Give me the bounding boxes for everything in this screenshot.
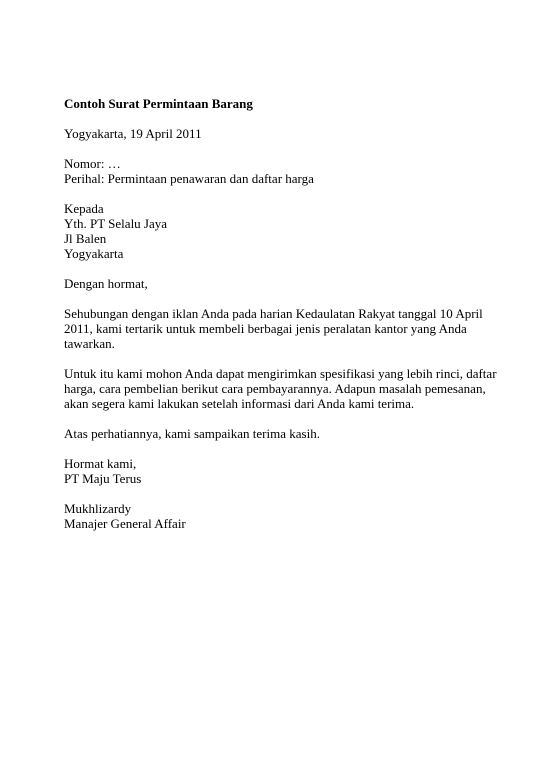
paragraph-line: 2011, kami tertarik untuk membeli berbagai jenis peralatan kantor yang Anda: [64, 321, 467, 336]
letter-page: [64, 96, 497, 546]
signatory-name: Mukhlizardy: [64, 501, 132, 516]
recipient-street: Jl Balen: [64, 231, 107, 246]
closing-salutation: Hormat kami,: [64, 456, 137, 471]
body-paragraph-1: [64, 306, 494, 351]
closing-note: Atas perhatiannya, kami sampaikan terima kasih.: [64, 426, 320, 441]
paragraph-line: Sehubungan dengan iklan Anda pada harian Kedaulatan Rakyat tanggal 10 April: [64, 306, 483, 321]
recipient-name: Yth. PT Selalu Jaya: [64, 216, 168, 231]
letter-subject: Perihal: Permintaan penawaran dan daftar harga: [64, 171, 314, 186]
sender-company: PT Maju Terus: [64, 471, 142, 486]
signatory-position: Manajer General Affair: [64, 516, 186, 531]
recipient-block: [64, 201, 494, 261]
place-date: Yogyakarta, 19 April 2011: [64, 126, 202, 141]
greeting: Dengan hormat,: [64, 276, 148, 291]
closing-block: [64, 456, 494, 486]
body-paragraph-2: [64, 366, 497, 411]
paragraph-line: Untuk itu kami mohon Anda dapat mengirimkan spesifikasi yang lebih rinci, daftar: [64, 366, 497, 381]
signature-block: [64, 501, 494, 531]
recipient-city: Yogyakarta: [64, 246, 124, 261]
reference-block: [64, 156, 494, 186]
paragraph-line: harga, cara pembelian berikut cara pembayarannya. Adapun masalah pemesanan,: [64, 381, 486, 396]
paragraph-line: tawarkan.: [64, 336, 115, 351]
paragraph-line: akan segera kami lakukan setelah informasi dari Anda kami terima.: [64, 396, 415, 411]
recipient-to: Kepada: [64, 201, 104, 216]
document-title: Contoh Surat Permintaan Barang: [64, 96, 253, 111]
letter-number: Nomor: …: [64, 156, 121, 171]
